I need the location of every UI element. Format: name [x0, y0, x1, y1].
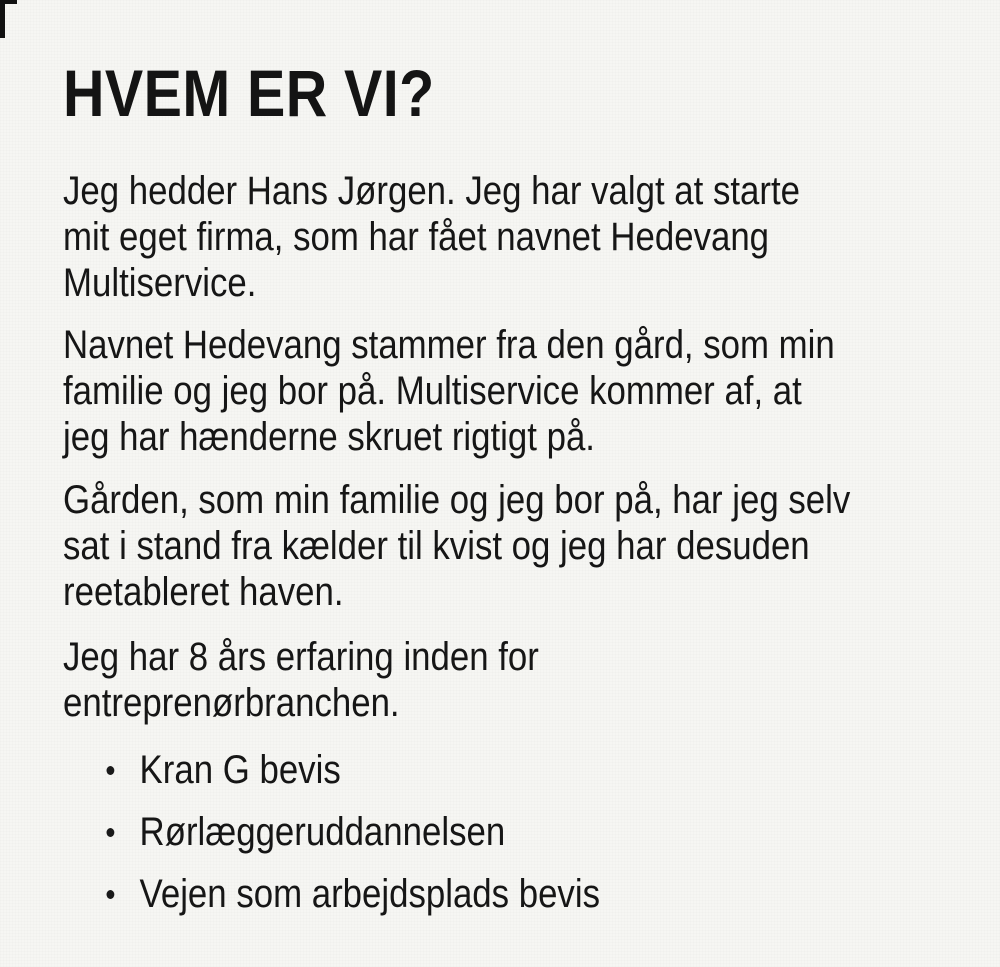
bullet-item-label: Vejen som arbejdsplads bevis	[139, 872, 600, 916]
paragraph-1-line-3: Multiservice.	[63, 261, 257, 305]
scan-edge-artifact-vertical	[0, 0, 5, 38]
bullet-item-label: Kran G bevis	[139, 748, 341, 792]
bullet-dot-icon	[107, 828, 115, 837]
paragraph-1	[63, 168, 800, 306]
content-column	[63, 0, 1000, 967]
page-title: HVEM ER VI?	[63, 56, 435, 130]
paragraph-1-line-1: Jeg hedder Hans Jørgen. Jeg har valgt at starte	[63, 169, 801, 213]
paragraph-3-line-1: Gården, som min familie og jeg bor på, har jeg selv	[63, 478, 851, 522]
bullet-item-3	[63, 871, 600, 917]
paragraph-2-line-1: Navnet Hedevang stammer fra den gård, som min	[63, 323, 835, 367]
paragraph-4-line-1: Jeg har 8 års erfaring inden for	[63, 635, 539, 679]
bullet-item-label: Rørlæggeruddannelsen	[139, 810, 506, 854]
paragraph-2-line-2: familie og jeg bor på. Multiservice kommer af, at	[63, 369, 802, 413]
paragraph-2	[63, 322, 835, 460]
paragraph-3-line-3: reetableret haven.	[63, 570, 344, 614]
paragraph-3	[63, 477, 850, 615]
scan-edge-artifact-horizontal	[0, 0, 17, 4]
bullet-list	[63, 747, 600, 933]
paragraph-4	[63, 634, 539, 726]
bullet-dot-icon	[107, 766, 115, 775]
paragraph-4-line-2: entreprenørbranchen.	[63, 681, 400, 725]
bullet-item-2	[63, 809, 600, 855]
paragraph-3-line-2: sat i stand fra kælder til kvist og jeg har desuden	[63, 524, 810, 568]
paragraph-2-line-3: jeg har hænderne skruet rigtigt på.	[63, 415, 595, 459]
bullet-item-1	[63, 747, 600, 793]
paragraph-1-line-2: mit eget firma, som har fået navnet Hedevang	[63, 215, 770, 259]
bullet-dot-icon	[107, 890, 115, 899]
